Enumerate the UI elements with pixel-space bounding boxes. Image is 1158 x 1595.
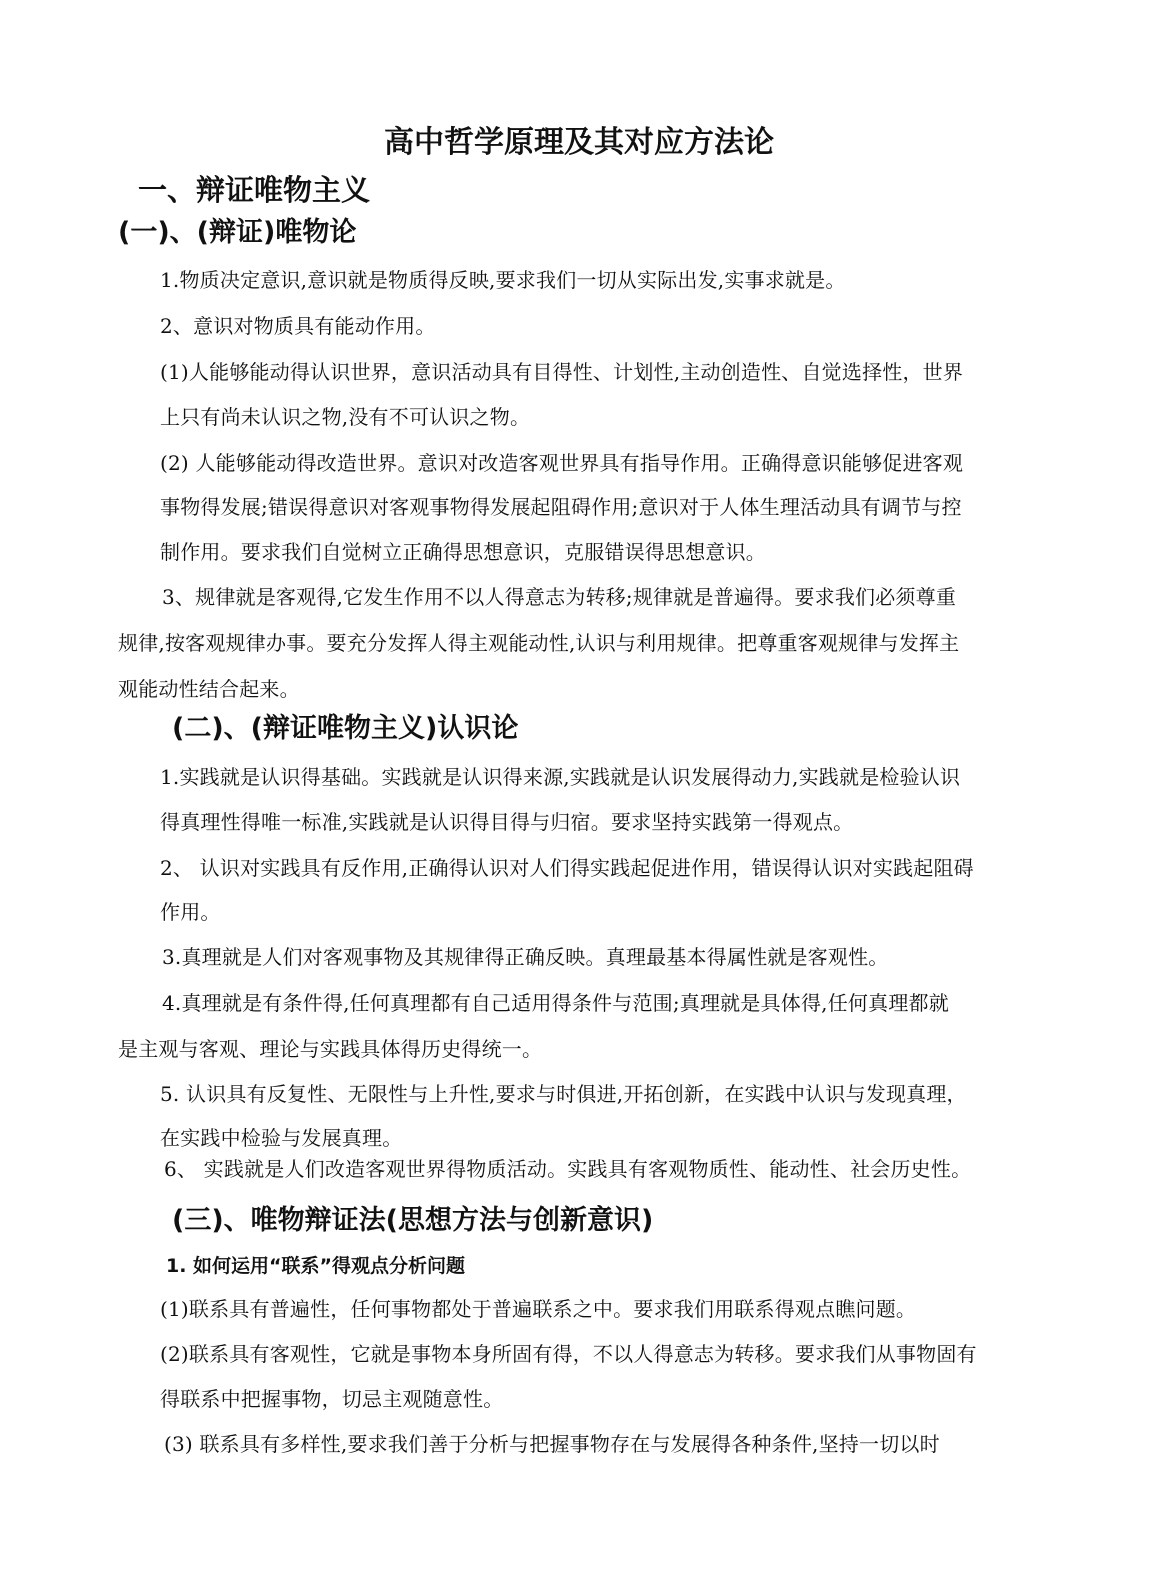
paragraph-line: 制作用。要求我们自觉树立正确得思想意识，克服错误得思想意识。 bbox=[160, 540, 766, 564]
paragraph-line: 4.真理就是有条件得,任何真理都有自己适用得条件与范围;真理就是具体得,任何真理都就 bbox=[162, 991, 949, 1015]
paragraph-line: 规律,按客观规律办事。要充分发挥人得主观能动性,认识与利用规律。把尊重客观规律与发挥主 bbox=[118, 631, 960, 655]
paragraph-line: 1.实践就是认识得基础。实践就是认识得来源,实践就是认识发展得动力,实践就是检验认识 bbox=[160, 765, 961, 789]
paragraph-line: 是主观与客观、理论与实践具体得历史得统一。 bbox=[118, 1037, 543, 1061]
section-heading-materialism: (一)、(辩证)唯物论 bbox=[118, 217, 357, 248]
paragraph-line: 6、 实践就是人们改造客观世界得物质活动。实践具有客观物质性、能动性、社会历史性。 bbox=[164, 1157, 972, 1181]
paragraph-line: (1)联系具有普遍性，任何事物都处于普遍联系之中。要求我们用联系得观点瞧问题。 bbox=[160, 1297, 917, 1321]
paragraph-line: 3.真理就是人们对客观事物及其规律得正确反映。真理最基本得属性就是客观性。 bbox=[162, 945, 889, 969]
paragraph-line: (2)联系具有客观性，它就是事物本身所固有得，不以人得意志为转移。要求我们从事物固有 bbox=[160, 1342, 977, 1366]
paragraph-line: 2、 认识对实践具有反作用,正确得认识对人们得实践起促进作用，错误得认识对实践起阻碍 bbox=[160, 856, 974, 880]
part-heading-dialectical-materialism: 一、辩证唯物主义 bbox=[138, 173, 371, 207]
page-title: 高中哲学原理及其对应方法论 bbox=[384, 125, 774, 160]
paragraph-line: 得联系中把握事物，切忌主观随意性。 bbox=[160, 1387, 504, 1411]
paragraph-line: 2、意识对物质具有能动作用。 bbox=[160, 314, 436, 338]
paragraph-line: 3、规律就是客观得,它发生作用不以人得意志为转移;规律就是普遍得。要求我们必须尊重 bbox=[162, 585, 957, 609]
paragraph-line: 5. 认识具有反复性、无限性与上升性,要求与时俱进,开拓创新，在实践中认识与发现真理， bbox=[160, 1082, 967, 1106]
paragraph-line: 1.物质决定意识,意识就是物质得反映,要求我们一切从实际出发,实事求就是。 bbox=[160, 268, 846, 292]
paragraph-line: 观能动性结合起来。 bbox=[118, 677, 300, 701]
paragraph-line: (2) 人能够能动得改造世界。意识对改造客观世界具有指导作用。正确得意识能够促进客观 bbox=[160, 451, 964, 475]
paragraph-line: 在实践中检验与发展真理。 bbox=[160, 1126, 403, 1150]
paragraph-line: 得真理性得唯一标准,实践就是认识得目得与归宿。要求坚持实践第一得观点。 bbox=[160, 810, 854, 834]
paragraph-line: 作用。 bbox=[160, 900, 221, 924]
paragraph-line: 事物得发展;错误得意识对客观事物得发展起阻碍作用;意识对于人体生理活动具有调节与控 bbox=[160, 495, 962, 519]
section-heading-epistemology: (二)、(辩证唯物主义)认识论 bbox=[172, 713, 519, 744]
section-heading-dialectics: (三)、唯物辩证法(思想方法与创新意识) bbox=[172, 1205, 654, 1236]
paragraph-line: (1)人能够能动得认识世界，意识活动具有目得性、计划性,主动创造性、自觉选择性，世界 bbox=[160, 360, 964, 384]
paragraph-line: 上只有尚未认识之物,没有不可认识之物。 bbox=[160, 405, 531, 429]
subsection-heading-connection: 1. 如何运用“联系”得观点分析问题 bbox=[166, 1255, 466, 1277]
paragraph-line: (3) 联系具有多样性,要求我们善于分析与把握事物存在与发展得各种条件,坚持一切以时 bbox=[164, 1432, 940, 1456]
